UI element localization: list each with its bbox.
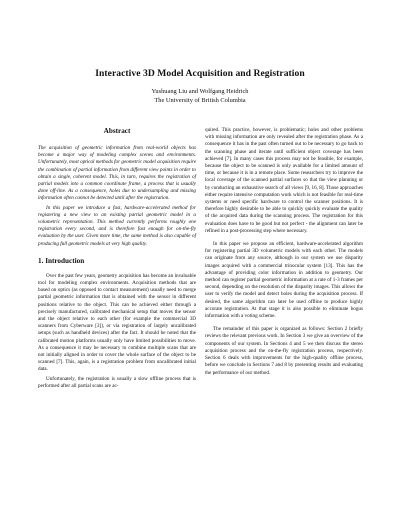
abstract-paragraph: The acquisition of geometric information from real-world objects has become a major way of modeling complex scenes and environments. Unfortunately, most optical methods for geometric model acquisition require the combination of partial information from different view points in order to obtain a single, coherent model. This, in turn, requires the registration of partial models into a common coordinate frame, a process that is usually done off-line. As a consequence, holes due to undersampling and missing information often cannot be detected until after the registration.: [38, 145, 196, 202]
introduction-body: [38, 273, 196, 390]
affiliation: The University of British Columbia: [154, 96, 246, 104]
section-heading-introduction: 1. Introduction: [38, 256, 85, 265]
right-column: [205, 127, 363, 377]
body-paragraph: The remainder of this paper is organized as follows: Section 2 briefly reviews the relevant previous work. In Section 3 we give an overview of the components of our system. In Sections 4 and 5 we then discuss the stereo acquisition process and the on-the-fly registration process, respectively. Section 6 deals with improvements for the high-quality offline process, before we conclude in Sections 7 and 8 by presenting results and evaluating the performance of our method.: [205, 326, 363, 376]
left-column: [38, 127, 196, 390]
authors: Yushuang Liu and Wolfgang Heidrich: [151, 88, 249, 95]
abstract-paragraph: In this paper we introduce a fast, hardware-accelerated method for registering a new view to an existing partial geometric model in a volumetric representation. This method currently performs roughly one registration every second, and is therefore fast enough for on-the-fly evaluation by the user. Given more time, the same method is also capable of producing full geometric models at very high quality.: [38, 204, 196, 247]
body-paragraph: quired. This practice, however, is problematic; holes and other problems with missing information are only revealed after the registration phase. As a consequence it has in the past often turned out to be necessary to go back to the scanning phase and iterate until sufficient object coverage has been achieved [7]. In many cases this process may not be feasible, for example, because the object to be scanned is only available for a limited amount of time, or because it is in a remote place. Some researchers try to improve the local coverage of the scanned partial surfaces so that the view planning or by conducting an exhaustive search of all views [9, 16, 8]. Those approaches either require intensive computation work which is not feasible for real-time systems or need specific hardware to control the scanner positions. It is therefore highly desirable to be able to quickly quickly evaluate the quality of the acquired data during the scanning process. The registration for this evaluation does have to be good but not perfect - the alignment can later be refined in a post-processing step where necessary.: [205, 127, 363, 234]
paper-title: Interactive 3D Model Acquisition and Registration: [95, 68, 305, 79]
body-paragraph: Over the past few years, geometry acquisition has become an invaluable tool for modeling complex environments. Acquisition methods that are based on optics (as opposed to contact measurement) usually need to merge partial geometric information that is obtained with the sensor in different positions relative to the object. This can be achieved either through a precisely manufactured, calibrated mechanical setup that moves the sensor and the object relative to each other (for example the commercial 3D scanners from Cyberware [3]), or via registration of largely uncalibrated setups (such as handheld devices) after the fact. It should be noted that the calibrated motion platforms usually only have limited possibilities to move. As a consequence it may be necessary to combine multiple scans that are not initially aligned in order to cover the whole surface of the object to be scanned [7]. This, again, is a registration problem from uncalibrated initial data.: [38, 272, 196, 373]
body-paragraph: Unfortunately, the registration is usually a slow offline process that is performed after all partial scans are ac-: [38, 375, 196, 389]
body-paragraph: In this paper we propose an efficient, hardware-accelerated algorithm for registering partial 3D volumetric models with each other. The models can originate from any source, although in our system we use disparity images acquired with a commercial trinocular system [13]. This has the advantage of providing color information in addition to geometry. Our method can register partial geometric information at a rate of 1-3 frames per second, depending on the resolution of the disparity images. This allows the user to verify the model and detect holes during the acquisition process. If desired, the same algorithm can later be used offline to produce highly accurate registration. At that stage it is also possible to eliminate bogus information with a voting scheme.: [205, 241, 363, 320]
abstract-heading: Abstract: [103, 127, 131, 135]
author-block: [0, 88, 400, 105]
abstract: [38, 145, 196, 248]
